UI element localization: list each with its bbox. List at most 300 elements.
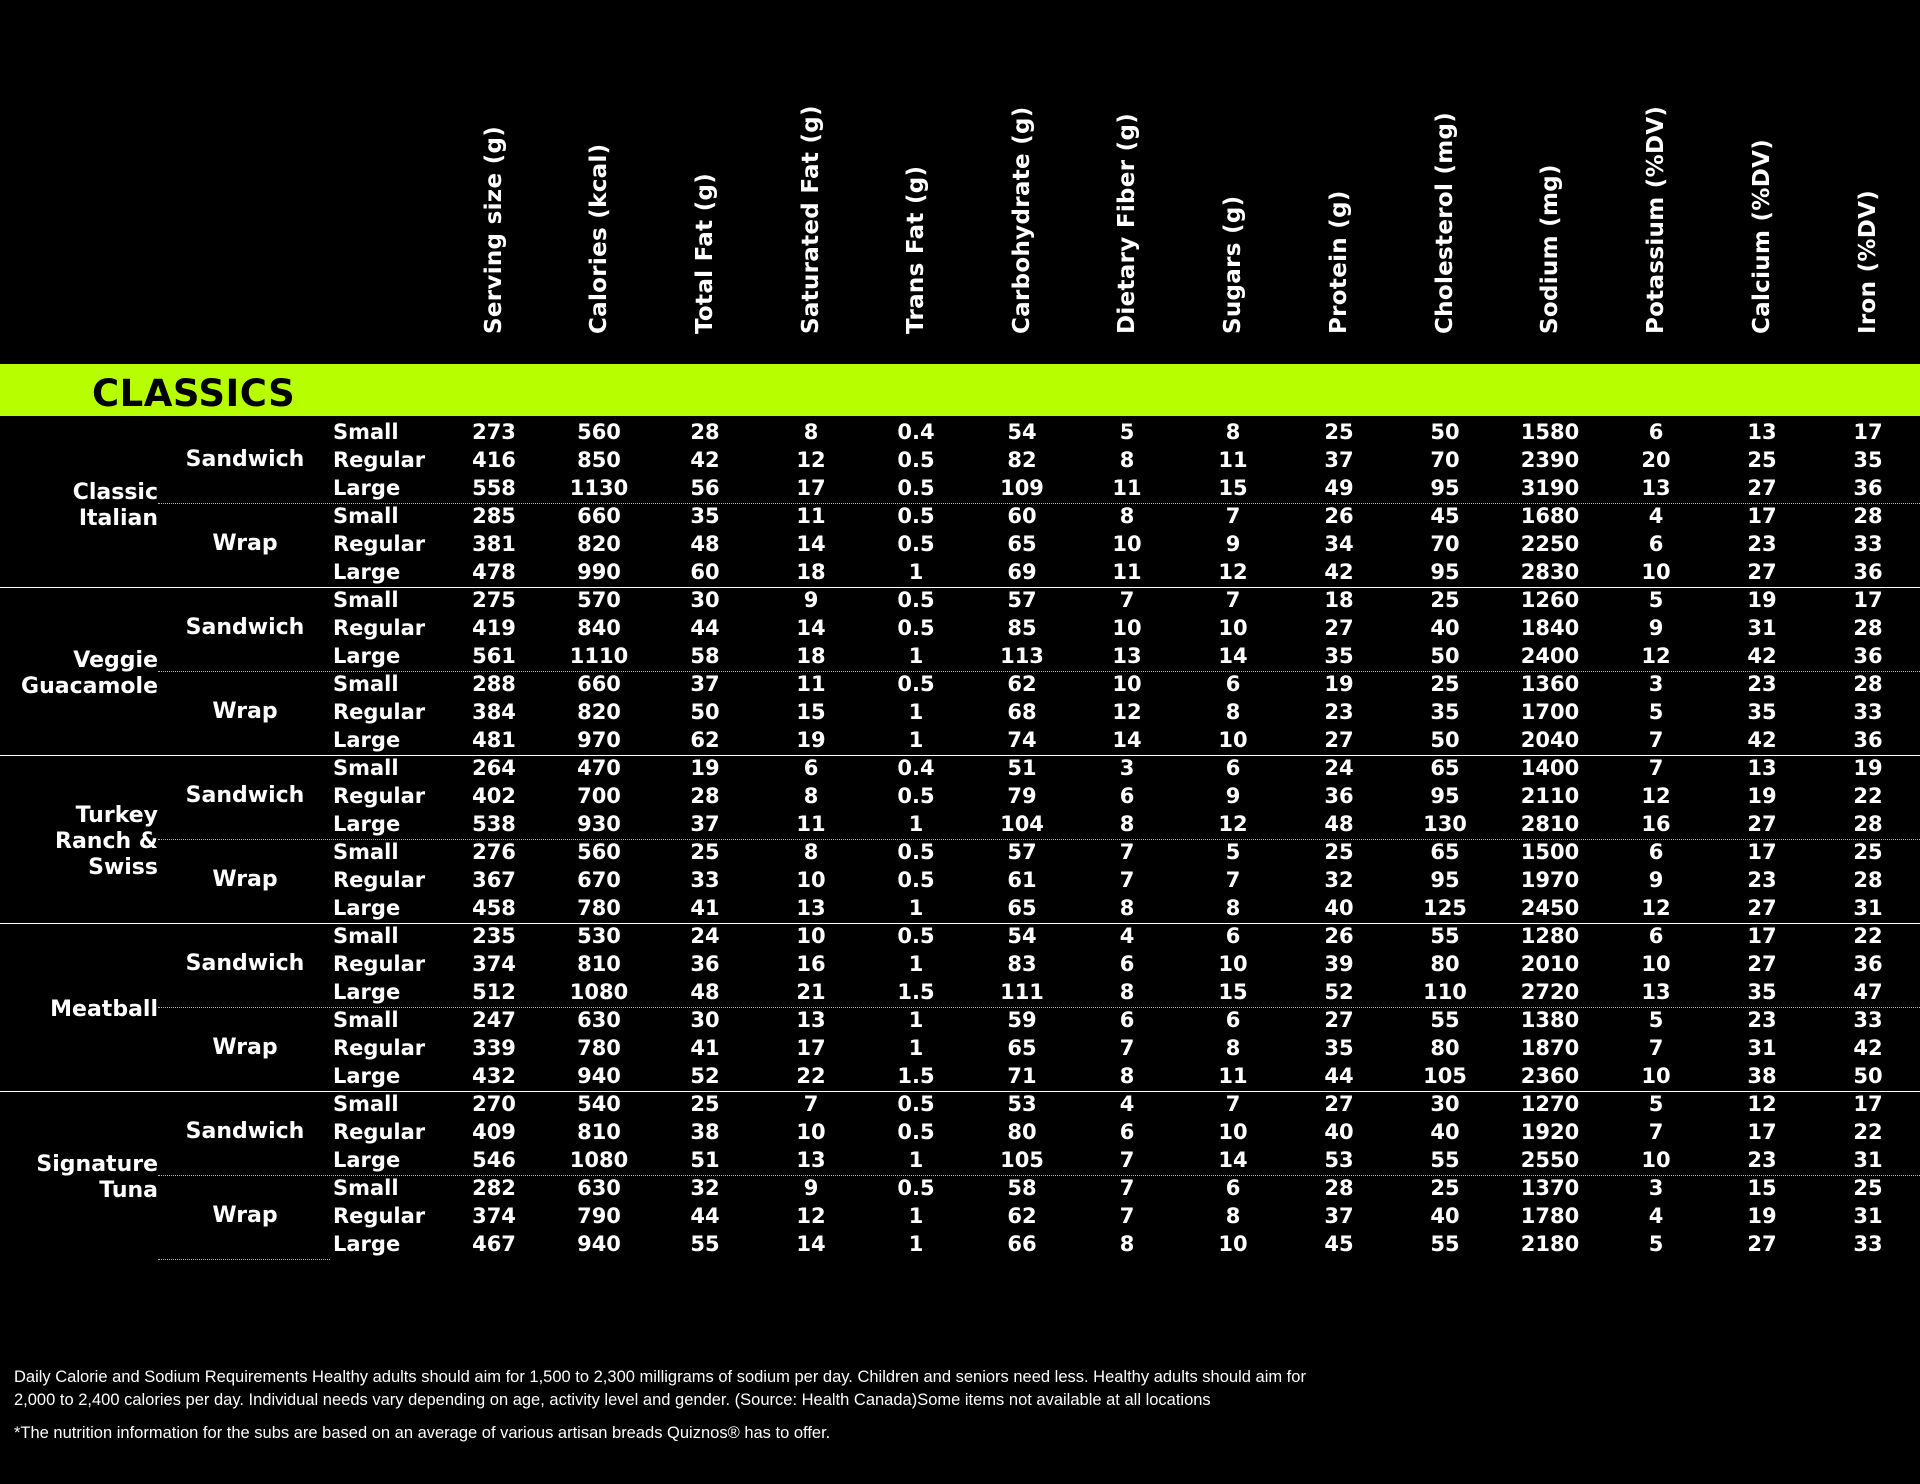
column-header-label: Serving size (g): [481, 125, 507, 334]
table-cell: 49: [1324, 476, 1354, 500]
table-cell: 42: [1853, 1036, 1883, 1060]
table-cell: 55: [690, 1232, 720, 1256]
table-cell: 70: [1430, 532, 1460, 556]
table-cell: 27: [1747, 896, 1777, 920]
table-cell: 0.5: [897, 840, 935, 864]
table-cell: 2550: [1520, 1148, 1580, 1172]
table-cell: 14: [796, 532, 826, 556]
table-cell: 558: [472, 476, 516, 500]
table-cell: 31: [1747, 616, 1777, 640]
table-cell: 52: [690, 1064, 720, 1088]
table-cell: 20: [1641, 448, 1671, 472]
table-cell: 50: [690, 700, 720, 724]
table-cell: 31: [1853, 1204, 1883, 1228]
table-cell: 53: [1324, 1148, 1354, 1172]
column-header-label: Cholesterol (mg): [1432, 111, 1458, 334]
column-header-label: Calories (kcal): [586, 143, 612, 334]
table-cell: 8: [1119, 504, 1135, 528]
table-cell: 30: [690, 588, 720, 612]
table-cell: 14: [1218, 644, 1248, 668]
table-cell: 6: [803, 756, 819, 780]
table-cell: 54: [1007, 420, 1037, 444]
table-cell: 17: [1853, 1092, 1883, 1116]
table-cell: 33: [1853, 532, 1883, 556]
table-cell: 66: [1007, 1232, 1037, 1256]
table-cell: 42: [1324, 560, 1354, 584]
table-cell: 285: [472, 504, 516, 528]
footnotes: [14, 1366, 1344, 1445]
table-row: [0, 1174, 1920, 1202]
column-header: [1087, 0, 1167, 362]
table-cell: 12: [1641, 896, 1671, 920]
table-cell: 80: [1430, 1036, 1460, 1060]
table-cell: 23: [1747, 1008, 1777, 1032]
table-cell: 13: [796, 1148, 826, 1172]
table-cell: 9: [1648, 616, 1664, 640]
table-cell: 15: [1218, 476, 1248, 500]
table-cell: 11: [1112, 560, 1142, 584]
table-cell: 512: [472, 980, 516, 1004]
table-cell: 9: [1648, 868, 1664, 892]
table-cell: 58: [1007, 1176, 1037, 1200]
column-header: [1405, 0, 1485, 362]
size-label: Large: [333, 560, 401, 584]
column-header-label: Protein (g): [1326, 190, 1352, 334]
table-row: [0, 1062, 1920, 1090]
table-cell: 10: [1641, 560, 1671, 584]
table-cell: 1360: [1520, 672, 1580, 696]
format-divider: [158, 1175, 1920, 1176]
table-cell: 1: [908, 1204, 924, 1228]
size-label: Large: [333, 1064, 401, 1088]
table-cell: 55: [1430, 1148, 1460, 1172]
table-cell: 10: [1218, 1232, 1248, 1256]
table-cell: 282: [472, 1176, 516, 1200]
table-cell: 270: [472, 1092, 516, 1116]
size-label: Small: [333, 1092, 399, 1116]
table-cell: 13: [796, 1008, 826, 1032]
table-cell: 0.5: [897, 616, 935, 640]
table-cell: 11: [1218, 448, 1248, 472]
table-cell: 1370: [1520, 1176, 1580, 1200]
table-row: [0, 1034, 1920, 1062]
table-cell: 17: [796, 1036, 826, 1060]
table-row: [0, 866, 1920, 894]
table-cell: 16: [796, 952, 826, 976]
table-cell: 14: [796, 1232, 826, 1256]
size-label: Small: [333, 840, 399, 864]
table-cell: 36: [1853, 476, 1883, 500]
table-cell: 0.5: [897, 504, 935, 528]
table-cell: 402: [472, 784, 516, 808]
size-label: Large: [333, 1232, 401, 1256]
table-cell: 45: [1324, 1232, 1354, 1256]
table-cell: 79: [1007, 784, 1037, 808]
table-cell: 700: [577, 784, 621, 808]
table-cell: 538: [472, 812, 516, 836]
table-cell: 12: [796, 448, 826, 472]
table-row: [0, 1006, 1920, 1034]
table-cell: 28: [1853, 812, 1883, 836]
table-cell: 2830: [1520, 560, 1580, 584]
size-label: Small: [333, 1176, 399, 1200]
format-label: Wrap: [212, 531, 278, 556]
table-cell: 1580: [1520, 420, 1580, 444]
column-header-label: Sugars (g): [1220, 195, 1246, 334]
table-cell: 11: [1112, 476, 1142, 500]
table-cell: 8: [1225, 1204, 1241, 1228]
table-cell: 560: [577, 840, 621, 864]
table-cell: 50: [1853, 1064, 1883, 1088]
table-cell: 23: [1747, 532, 1777, 556]
column-header-label: Calcium (%DV): [1749, 138, 1775, 334]
table-cell: 276: [472, 840, 516, 864]
table-cell: 8: [1225, 896, 1241, 920]
table-cell: 27: [1324, 1008, 1354, 1032]
table-cell: 27: [1747, 560, 1777, 584]
table-cell: 2390: [1520, 448, 1580, 472]
table-row: [0, 1146, 1920, 1174]
table-cell: 61: [1007, 868, 1037, 892]
table-cell: 48: [690, 980, 720, 1004]
table-cell: 19: [1324, 672, 1354, 696]
table-cell: 95: [1430, 560, 1460, 584]
table-cell: 367: [472, 868, 516, 892]
table-cell: 27: [1324, 1092, 1354, 1116]
table-cell: 9: [1225, 532, 1241, 556]
table-cell: 5: [1648, 700, 1664, 724]
table-cell: 7: [1119, 588, 1135, 612]
table-cell: 409: [472, 1120, 516, 1144]
table-cell: 28: [690, 420, 720, 444]
table-row: [0, 502, 1920, 530]
table-cell: 125: [1423, 896, 1467, 920]
table-cell: 17: [1747, 1120, 1777, 1144]
table-cell: 6: [1648, 840, 1664, 864]
table-cell: 7: [1119, 1176, 1135, 1200]
table-cell: 6: [1119, 1008, 1135, 1032]
size-label: Large: [333, 476, 401, 500]
table-cell: 31: [1853, 896, 1883, 920]
table-cell: 25: [1853, 1176, 1883, 1200]
table-cell: 32: [1324, 868, 1354, 892]
table-cell: 25: [1324, 420, 1354, 444]
table-cell: 4: [1119, 1092, 1135, 1116]
table-cell: 930: [577, 812, 621, 836]
table-cell: 790: [577, 1204, 621, 1228]
table-row: [0, 642, 1920, 670]
table-cell: 10: [1112, 532, 1142, 556]
table-cell: 33: [1853, 700, 1883, 724]
column-header: [454, 0, 534, 362]
table-cell: 660: [577, 672, 621, 696]
format-label: Sandwich: [185, 447, 305, 472]
size-label: Small: [333, 1008, 399, 1032]
table-cell: 10: [796, 924, 826, 948]
table-cell: 10: [1218, 728, 1248, 752]
table-cell: 12: [1641, 784, 1671, 808]
table-cell: 8: [803, 840, 819, 864]
table-cell: 6: [1648, 532, 1664, 556]
table-cell: 990: [577, 560, 621, 584]
table-cell: 40: [1324, 896, 1354, 920]
table-cell: 2180: [1520, 1232, 1580, 1256]
table-cell: 1380: [1520, 1008, 1580, 1032]
format-label: Wrap: [212, 1035, 278, 1060]
table-cell: 27: [1324, 616, 1354, 640]
table-cell: 374: [472, 952, 516, 976]
table-cell: 540: [577, 1092, 621, 1116]
column-header-label: Potassium (%DV): [1643, 105, 1669, 334]
table-cell: 130: [1423, 812, 1467, 836]
table-cell: 1: [908, 560, 924, 584]
item-name: Signature Tuna: [36, 1152, 158, 1203]
table-cell: 8: [1119, 896, 1135, 920]
table-cell: 110: [1423, 980, 1467, 1004]
table-cell: 1870: [1520, 1036, 1580, 1060]
table-cell: 810: [577, 1120, 621, 1144]
table-cell: 14: [1218, 1148, 1248, 1172]
table-cell: 1500: [1520, 840, 1580, 864]
table-cell: 0.5: [897, 924, 935, 948]
table-cell: 458: [472, 896, 516, 920]
table-cell: 432: [472, 1064, 516, 1088]
format-divider: [158, 503, 1920, 504]
table-cell: 2040: [1520, 728, 1580, 752]
table-cell: 26: [1324, 924, 1354, 948]
table-cell: 4: [1648, 1204, 1664, 1228]
column-header: [982, 0, 1062, 362]
table-cell: 42: [690, 448, 720, 472]
table-cell: 2360: [1520, 1064, 1580, 1088]
size-label: Regular: [333, 784, 426, 808]
table-cell: 22: [1853, 1120, 1883, 1144]
table-cell: 10: [1641, 952, 1671, 976]
table-cell: 80: [1007, 1120, 1037, 1144]
table-cell: 27: [1747, 812, 1777, 836]
column-header: [1299, 0, 1379, 362]
table-cell: 48: [690, 532, 720, 556]
table-cell: 28: [1853, 672, 1883, 696]
size-label: Large: [333, 896, 401, 920]
table-cell: 850: [577, 448, 621, 472]
table-row: [0, 698, 1920, 726]
table-cell: 11: [796, 812, 826, 836]
table-cell: 7: [1648, 728, 1664, 752]
table-row: [0, 782, 1920, 810]
table-cell: 35: [690, 504, 720, 528]
table-cell: 820: [577, 532, 621, 556]
table-cell: 7: [1119, 1204, 1135, 1228]
table-cell: 11: [1218, 1064, 1248, 1088]
table-cell: 10: [1218, 616, 1248, 640]
table-cell: 970: [577, 728, 621, 752]
table-cell: 10: [1641, 1064, 1671, 1088]
table-cell: 65: [1007, 896, 1037, 920]
size-label: Small: [333, 756, 399, 780]
table-cell: 25: [1747, 448, 1777, 472]
table-cell: 50: [1430, 728, 1460, 752]
table-cell: 82: [1007, 448, 1037, 472]
size-label: Small: [333, 420, 399, 444]
table-cell: 14: [1112, 728, 1142, 752]
table-cell: 8: [1225, 420, 1241, 444]
table-cell: 62: [690, 728, 720, 752]
table-cell: 95: [1430, 784, 1460, 808]
table-cell: 940: [577, 1232, 621, 1256]
table-cell: 40: [1430, 1204, 1460, 1228]
table-cell: 71: [1007, 1064, 1037, 1088]
size-label: Large: [333, 812, 401, 836]
format-label: Sandwich: [185, 615, 305, 640]
table-cell: 1700: [1520, 700, 1580, 724]
table-cell: 3: [1648, 672, 1664, 696]
table-row: [0, 838, 1920, 866]
column-header: [1828, 0, 1908, 362]
table-row: [0, 1090, 1920, 1118]
table-cell: 44: [1324, 1064, 1354, 1088]
table-cell: 113: [1000, 644, 1044, 668]
table-cell: 40: [1324, 1120, 1354, 1144]
table-cell: 9: [1225, 784, 1241, 808]
table-cell: 50: [1430, 420, 1460, 444]
table-cell: 37: [1324, 448, 1354, 472]
table-cell: 8: [1119, 1232, 1135, 1256]
table-cell: 62: [1007, 672, 1037, 696]
column-header-label: Sodium (mg): [1537, 164, 1563, 334]
table-cell: 8: [1119, 1064, 1135, 1088]
table-cell: 6: [1225, 756, 1241, 780]
table-cell: 6: [1119, 952, 1135, 976]
table-cell: 60: [1007, 504, 1037, 528]
table-cell: 53: [1007, 1092, 1037, 1116]
table-cell: 10: [1112, 616, 1142, 640]
table-cell: 1920: [1520, 1120, 1580, 1144]
table-cell: 570: [577, 588, 621, 612]
table-cell: 10: [796, 1120, 826, 1144]
table-cell: 35: [1430, 700, 1460, 724]
table-cell: 19: [1853, 756, 1883, 780]
table-cell: 28: [1853, 504, 1883, 528]
table-cell: 9: [803, 588, 819, 612]
table-cell: 104: [1000, 812, 1044, 836]
table-cell: 10: [1218, 952, 1248, 976]
table-cell: 1: [908, 1148, 924, 1172]
table-cell: 7: [1648, 756, 1664, 780]
table-cell: 1110: [569, 644, 629, 668]
table-cell: 65: [1430, 756, 1460, 780]
table-cell: 0.5: [897, 588, 935, 612]
table-row: [0, 586, 1920, 614]
size-label: Large: [333, 980, 401, 1004]
table-cell: 1: [908, 1036, 924, 1060]
table-cell: 25: [1853, 840, 1883, 864]
table-cell: 0.5: [897, 532, 935, 556]
table-row: [0, 530, 1920, 558]
table-cell: 13: [1641, 980, 1671, 1004]
table-cell: 1: [908, 896, 924, 920]
table-cell: 478: [472, 560, 516, 584]
table-cell: 7: [1648, 1120, 1664, 1144]
table-cell: 69: [1007, 560, 1037, 584]
table-cell: 7: [1225, 868, 1241, 892]
column-header-label: Iron (%DV): [1855, 189, 1881, 334]
table-cell: 52: [1324, 980, 1354, 1004]
size-label: Regular: [333, 616, 426, 640]
table-cell: 17: [1747, 840, 1777, 864]
table-cell: 47: [1853, 980, 1883, 1004]
table-cell: 12: [1218, 812, 1248, 836]
table-cell: 35: [1747, 700, 1777, 724]
table-cell: 60: [690, 560, 720, 584]
column-header: [1193, 0, 1273, 362]
table-cell: 5: [1648, 1092, 1664, 1116]
table-cell: 12: [1112, 700, 1142, 724]
table-cell: 55: [1430, 924, 1460, 948]
table-cell: 5: [1225, 840, 1241, 864]
table-cell: 1400: [1520, 756, 1580, 780]
table-cell: 42: [1747, 728, 1777, 752]
table-cell: 27: [1747, 476, 1777, 500]
table-cell: 19: [1747, 784, 1777, 808]
table-cell: 5: [1648, 1232, 1664, 1256]
item-divider: [158, 1259, 330, 1260]
table-row: [0, 810, 1920, 838]
table-cell: 41: [690, 1036, 720, 1060]
table-cell: 6: [1648, 924, 1664, 948]
table-cell: 12: [796, 1204, 826, 1228]
table-cell: 0.5: [897, 1120, 935, 1144]
table-cell: 11: [796, 672, 826, 696]
size-label: Regular: [333, 1204, 426, 1228]
table-cell: 17: [1747, 504, 1777, 528]
table-cell: 8: [1225, 1036, 1241, 1060]
table-cell: 0.5: [897, 1176, 935, 1200]
table-cell: 28: [1853, 868, 1883, 892]
table-cell: 57: [1007, 588, 1037, 612]
table-cell: 546: [472, 1148, 516, 1172]
table-cell: 83: [1007, 952, 1037, 976]
table-cell: 36: [1853, 560, 1883, 584]
table-cell: 33: [1853, 1232, 1883, 1256]
table-cell: 630: [577, 1008, 621, 1032]
table-cell: 56: [690, 476, 720, 500]
table-cell: 0.5: [897, 672, 935, 696]
table-cell: 28: [1853, 616, 1883, 640]
table-cell: 470: [577, 756, 621, 780]
column-header: [559, 0, 639, 362]
table-row: [0, 1118, 1920, 1146]
table-cell: 33: [1853, 1008, 1883, 1032]
table-cell: 1.5: [897, 980, 935, 1004]
table-cell: 5: [1648, 588, 1664, 612]
column-header: [1510, 0, 1590, 362]
column-header-label: Total Fat (g): [692, 172, 718, 334]
table-cell: 940: [577, 1064, 621, 1088]
table-row: [0, 446, 1920, 474]
table-cell: 19: [1747, 1204, 1777, 1228]
table-cell: 481: [472, 728, 516, 752]
table-row: [0, 474, 1920, 502]
table-cell: 109: [1000, 476, 1044, 500]
format-label: Sandwich: [185, 951, 305, 976]
table-cell: 12: [1641, 644, 1671, 668]
table-cell: 7: [803, 1092, 819, 1116]
table-cell: 6: [1119, 1120, 1135, 1144]
table-cell: 19: [1747, 588, 1777, 612]
table-cell: 419: [472, 616, 516, 640]
column-header-label: Dietary Fiber (g): [1114, 112, 1140, 334]
